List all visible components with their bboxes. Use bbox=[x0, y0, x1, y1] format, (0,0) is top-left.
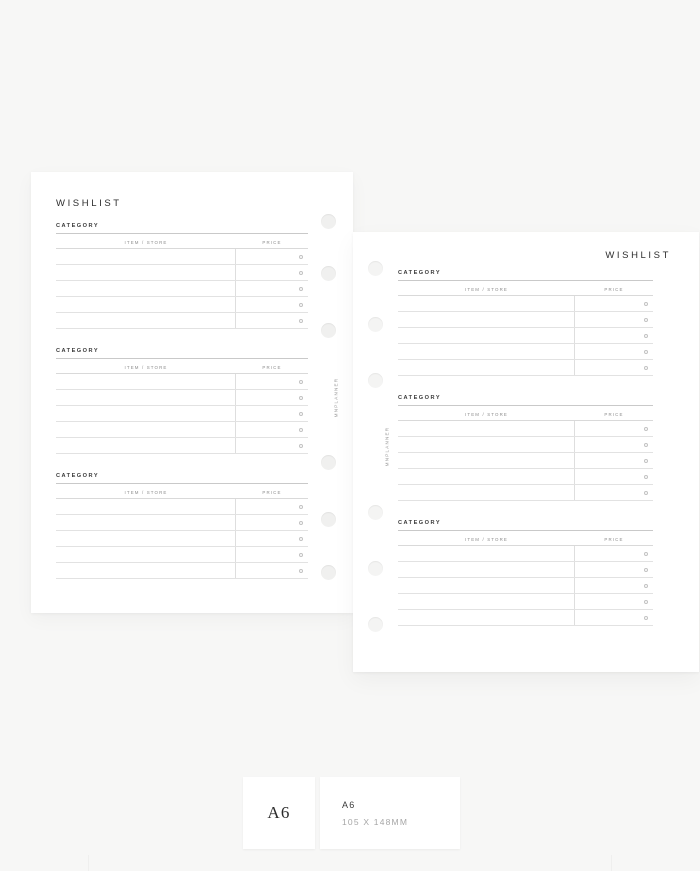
cell-item[interactable] bbox=[398, 485, 575, 500]
cell-price[interactable] bbox=[236, 422, 308, 437]
circle-icon bbox=[644, 568, 648, 572]
cell-item[interactable] bbox=[398, 312, 575, 327]
punch-hole bbox=[321, 214, 336, 229]
circle-icon bbox=[644, 552, 648, 556]
cell-item[interactable] bbox=[398, 328, 575, 343]
cell-price[interactable] bbox=[575, 469, 653, 484]
circle-icon bbox=[644, 427, 648, 431]
cell-price[interactable] bbox=[575, 546, 653, 561]
side-brand-label-left: MNPLANNER bbox=[333, 377, 339, 418]
size-badge-text: A6 bbox=[267, 803, 291, 822]
circle-icon bbox=[299, 303, 303, 307]
cell-price[interactable] bbox=[575, 453, 653, 468]
circle-icon bbox=[299, 271, 303, 275]
column-headers bbox=[56, 365, 308, 370]
size-info-card bbox=[320, 777, 460, 849]
wishlist-rows bbox=[398, 420, 653, 501]
column-header-item: ITEM / STORE bbox=[465, 537, 508, 542]
table-row[interactable] bbox=[398, 421, 653, 437]
wishlist-rows bbox=[56, 373, 308, 454]
circle-icon bbox=[299, 569, 303, 573]
table-row[interactable] bbox=[398, 328, 653, 344]
table-row[interactable] bbox=[398, 594, 653, 610]
wishlist-rows bbox=[398, 295, 653, 376]
column-header-price: PRICE bbox=[262, 365, 282, 370]
circle-icon bbox=[299, 319, 303, 323]
circle-icon bbox=[644, 334, 648, 338]
cell-item[interactable] bbox=[56, 406, 236, 421]
table-row[interactable] bbox=[398, 453, 653, 469]
table-row[interactable] bbox=[398, 469, 653, 485]
circle-icon bbox=[644, 491, 648, 495]
divider bbox=[88, 855, 89, 871]
category-block bbox=[56, 473, 308, 579]
column-header-item: ITEM / STORE bbox=[124, 240, 168, 245]
category-label: CATEGORY bbox=[56, 348, 100, 354]
table-row[interactable] bbox=[56, 390, 308, 406]
circle-icon bbox=[644, 600, 648, 604]
cell-price[interactable] bbox=[236, 547, 308, 562]
circle-icon bbox=[299, 255, 303, 259]
punch-hole bbox=[368, 617, 383, 632]
column-header-price: PRICE bbox=[604, 287, 624, 292]
punch-hole bbox=[368, 561, 383, 576]
table-row[interactable] bbox=[56, 297, 308, 313]
circle-icon bbox=[644, 584, 648, 588]
column-header-price: PRICE bbox=[262, 240, 282, 245]
wishlist-page-left[interactable] bbox=[31, 172, 353, 613]
table-row[interactable] bbox=[398, 485, 653, 501]
cell-item[interactable] bbox=[398, 469, 575, 484]
size-dimensions: 105 X 148MM bbox=[342, 816, 409, 827]
wishlist-rows bbox=[398, 545, 653, 626]
cell-item[interactable] bbox=[56, 297, 236, 312]
cell-item[interactable] bbox=[398, 421, 575, 436]
category-label: CATEGORY bbox=[398, 520, 442, 526]
table-row[interactable] bbox=[56, 265, 308, 281]
page-right-content bbox=[353, 232, 699, 672]
cell-item[interactable] bbox=[56, 374, 236, 389]
column-headers bbox=[56, 240, 308, 245]
circle-icon bbox=[299, 505, 303, 509]
punch-hole bbox=[368, 261, 383, 276]
table-row[interactable] bbox=[56, 249, 308, 265]
cell-price[interactable] bbox=[575, 296, 653, 311]
cell-price[interactable] bbox=[236, 313, 308, 328]
category-label: CATEGORY bbox=[398, 270, 442, 276]
category-label: CATEGORY bbox=[398, 395, 442, 401]
category-block bbox=[398, 395, 653, 501]
circle-icon bbox=[299, 428, 303, 432]
column-header-price: PRICE bbox=[262, 490, 282, 495]
table-row[interactable] bbox=[56, 515, 308, 531]
cell-item[interactable] bbox=[56, 422, 236, 437]
circle-icon bbox=[644, 459, 648, 463]
punch-hole bbox=[368, 505, 383, 520]
circle-icon bbox=[644, 616, 648, 620]
punch-hole bbox=[321, 455, 336, 470]
category-label: CATEGORY bbox=[56, 223, 100, 229]
size-badge-card bbox=[243, 777, 315, 849]
table-row[interactable] bbox=[398, 562, 653, 578]
cell-price[interactable] bbox=[236, 281, 308, 296]
cell-price[interactable] bbox=[575, 360, 653, 375]
cell-price[interactable] bbox=[575, 562, 653, 577]
cell-item[interactable] bbox=[56, 281, 236, 296]
column-header-item: ITEM / STORE bbox=[124, 365, 168, 370]
cell-price[interactable] bbox=[575, 578, 653, 593]
cell-item[interactable] bbox=[398, 610, 575, 625]
table-row[interactable] bbox=[398, 546, 653, 562]
table-row[interactable] bbox=[56, 547, 308, 563]
cell-item[interactable] bbox=[56, 515, 236, 530]
cell-price[interactable] bbox=[575, 344, 653, 359]
page-title-left: WISHLIST bbox=[56, 198, 122, 209]
column-headers bbox=[398, 287, 653, 292]
table-row[interactable] bbox=[398, 344, 653, 360]
circle-icon bbox=[299, 412, 303, 416]
cell-price[interactable] bbox=[236, 297, 308, 312]
circle-icon bbox=[644, 318, 648, 322]
cell-price[interactable] bbox=[575, 610, 653, 625]
category-block bbox=[398, 520, 653, 626]
cell-item[interactable] bbox=[398, 594, 575, 609]
column-header-item: ITEM / STORE bbox=[465, 287, 508, 292]
punch-hole bbox=[321, 565, 336, 580]
cell-item[interactable] bbox=[56, 249, 236, 264]
circle-icon bbox=[644, 443, 648, 447]
cell-price[interactable] bbox=[236, 374, 308, 389]
cell-price[interactable] bbox=[575, 328, 653, 343]
category-rule bbox=[56, 483, 308, 484]
table-row[interactable] bbox=[56, 563, 308, 579]
page-left-content bbox=[31, 172, 353, 613]
cell-item[interactable] bbox=[398, 296, 575, 311]
cell-item[interactable] bbox=[56, 499, 236, 514]
cell-price[interactable] bbox=[575, 312, 653, 327]
table-row[interactable] bbox=[56, 406, 308, 422]
cell-item[interactable] bbox=[398, 453, 575, 468]
cell-item[interactable] bbox=[398, 360, 575, 375]
cell-price[interactable] bbox=[236, 438, 308, 453]
column-headers bbox=[56, 490, 308, 495]
table-row[interactable] bbox=[56, 281, 308, 297]
circle-icon bbox=[299, 380, 303, 384]
cell-item[interactable] bbox=[56, 531, 236, 546]
circle-icon bbox=[299, 444, 303, 448]
table-row[interactable] bbox=[398, 578, 653, 594]
table-row[interactable] bbox=[398, 360, 653, 376]
category-block bbox=[56, 223, 308, 329]
cell-price[interactable] bbox=[236, 563, 308, 578]
cell-item[interactable] bbox=[56, 563, 236, 578]
cell-price[interactable] bbox=[236, 249, 308, 264]
cell-price[interactable] bbox=[575, 421, 653, 436]
wishlist-rows bbox=[56, 248, 308, 329]
category-label: CATEGORY bbox=[56, 473, 100, 479]
table-row[interactable] bbox=[398, 312, 653, 328]
category-rule bbox=[398, 405, 653, 406]
cell-price[interactable] bbox=[575, 594, 653, 609]
cell-price[interactable] bbox=[236, 499, 308, 514]
cell-item[interactable] bbox=[398, 562, 575, 577]
table-row[interactable] bbox=[56, 422, 308, 438]
punch-hole bbox=[368, 373, 383, 388]
punch-hole bbox=[368, 317, 383, 332]
column-headers bbox=[398, 412, 653, 417]
punch-hole bbox=[321, 323, 336, 338]
punch-hole bbox=[321, 512, 336, 527]
circle-icon bbox=[299, 521, 303, 525]
circle-icon bbox=[299, 537, 303, 541]
table-row[interactable] bbox=[56, 499, 308, 515]
column-header-item: ITEM / STORE bbox=[124, 490, 168, 495]
category-rule bbox=[56, 233, 308, 234]
circle-icon bbox=[644, 366, 648, 370]
column-header-price: PRICE bbox=[604, 537, 624, 542]
cell-price[interactable] bbox=[575, 485, 653, 500]
cell-price[interactable] bbox=[236, 390, 308, 405]
category-rule bbox=[398, 280, 653, 281]
cell-price[interactable] bbox=[236, 515, 308, 530]
cell-item[interactable] bbox=[398, 546, 575, 561]
cell-item[interactable] bbox=[56, 265, 236, 280]
side-brand-label-right: MNPLANNER bbox=[384, 426, 390, 467]
table-row[interactable] bbox=[398, 610, 653, 626]
cell-price[interactable] bbox=[236, 265, 308, 280]
cell-item[interactable] bbox=[56, 390, 236, 405]
cell-item[interactable] bbox=[56, 547, 236, 562]
column-headers bbox=[398, 537, 653, 542]
table-row[interactable] bbox=[56, 438, 308, 454]
wishlist-page-right[interactable] bbox=[353, 232, 699, 672]
wishlist-rows bbox=[56, 498, 308, 579]
cell-item[interactable] bbox=[56, 313, 236, 328]
circle-icon bbox=[644, 302, 648, 306]
category-rule bbox=[56, 358, 308, 359]
circle-icon bbox=[644, 475, 648, 479]
table-row[interactable] bbox=[56, 531, 308, 547]
category-rule bbox=[398, 530, 653, 531]
circle-icon bbox=[299, 287, 303, 291]
cell-item[interactable] bbox=[398, 344, 575, 359]
circle-icon bbox=[299, 396, 303, 400]
circle-icon bbox=[299, 553, 303, 557]
column-header-price: PRICE bbox=[604, 412, 624, 417]
table-row[interactable] bbox=[56, 313, 308, 329]
category-block bbox=[56, 348, 308, 454]
table-row[interactable] bbox=[56, 374, 308, 390]
punch-hole bbox=[321, 266, 336, 281]
size-name: A6 bbox=[342, 799, 356, 810]
cell-price[interactable] bbox=[236, 531, 308, 546]
cell-item[interactable] bbox=[398, 437, 575, 452]
page-title-right: WISHLIST bbox=[605, 250, 671, 261]
cell-item[interactable] bbox=[56, 438, 236, 453]
table-row[interactable] bbox=[398, 437, 653, 453]
category-block bbox=[398, 270, 653, 376]
cell-item[interactable] bbox=[398, 578, 575, 593]
table-row[interactable] bbox=[398, 296, 653, 312]
cell-price[interactable] bbox=[236, 406, 308, 421]
cell-price[interactable] bbox=[575, 437, 653, 452]
divider bbox=[611, 855, 612, 871]
column-header-item: ITEM / STORE bbox=[465, 412, 508, 417]
circle-icon bbox=[644, 350, 648, 354]
